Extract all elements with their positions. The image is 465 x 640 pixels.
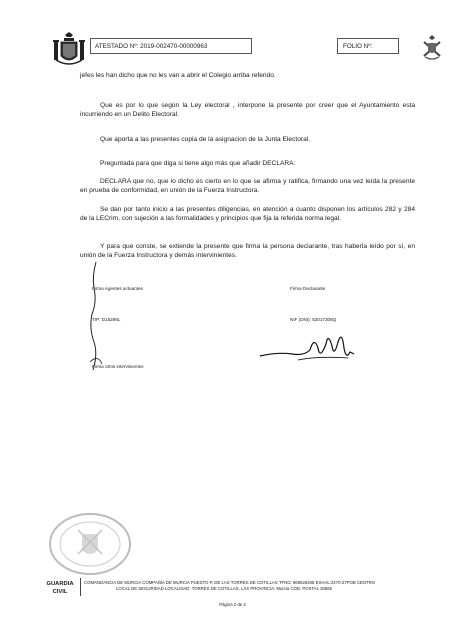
paragraph: Preguntada para que diga si tiene algo más que añadir DECLARA: (100, 160, 296, 167)
declarante-signature-label: Firma Declarante (290, 286, 326, 291)
paragraph: Que aporta a las presentes copia de la asignacion de la Junta Electoral. (100, 136, 311, 143)
guardia-civil-emblem-icon (419, 32, 445, 62)
footer-line: COMANDANCIA DE MURCIA COMPAÑÍA DE MURCIA PUESTO P. DE LAS TORRES DE COTILLAS TFNO: 968626408 EXHAL:2470-27POB CENTRO (84, 580, 376, 585)
declarante-signature-image (258, 326, 358, 366)
paragraph: Se dan por tanto inicio a las presentes diligencias, en atención a cuanto disponen los artículos 282 y 284 de la LECrim, con sujeción a las formalidades y principios que fija la referida norma legal. (80, 206, 415, 222)
coat-of-arms-icon (52, 30, 86, 70)
nif-label: NIF (DNI): 52017308Q (290, 317, 337, 322)
paragraph: Y para que conste, se extiende la presente que firma la persona declarante, tras haberla leído por sí, en unión de la Fuerza Instructora y demás intervinientes. (80, 243, 415, 259)
footer-logo-line: GUARDIA (46, 581, 74, 587)
footer-address (84, 580, 414, 592)
otros-signature-label: Firma otros intervinientes (92, 364, 144, 369)
atestado-number: ATESTADO Nº: 2019-002470-00000963 (90, 38, 252, 54)
agentes-signature-label: Firma Agentes actuantes (92, 286, 143, 291)
official-stamp-icon (36, 508, 132, 580)
tip-label: TIP: D15296L (92, 317, 121, 322)
footer-divider (80, 578, 81, 596)
page-number: Página 2 de 2 (219, 602, 246, 607)
footer-line: LOCAL DE SEGURIDAD LOCALIDAD: TORRES DE COTILLAS, LAS PROVINCIA: Murcia COD. POSTAL 30565 (116, 586, 333, 591)
paragraph: jefes les han dicho que no les van a abrir el Colegio arriba referido. (80, 72, 276, 79)
footer-logo-line: CIVIL (52, 589, 68, 595)
paragraph: DECLARA que no, que lo dicho es cierto en lo que se afirma y ratifica, firmando una vez leída la presente en prueba de conformidad, en unión de la Fuerza Instructora. (80, 178, 415, 194)
folio-number: FOLIO Nº: (337, 38, 399, 54)
paragraph: Que es por lo que según la Ley electoral , interpone la presente por creer que el Ayuntamiento esta incurriendo en un Delito Electoral. (80, 102, 415, 118)
guardia-civil-footer-logo (40, 580, 80, 596)
